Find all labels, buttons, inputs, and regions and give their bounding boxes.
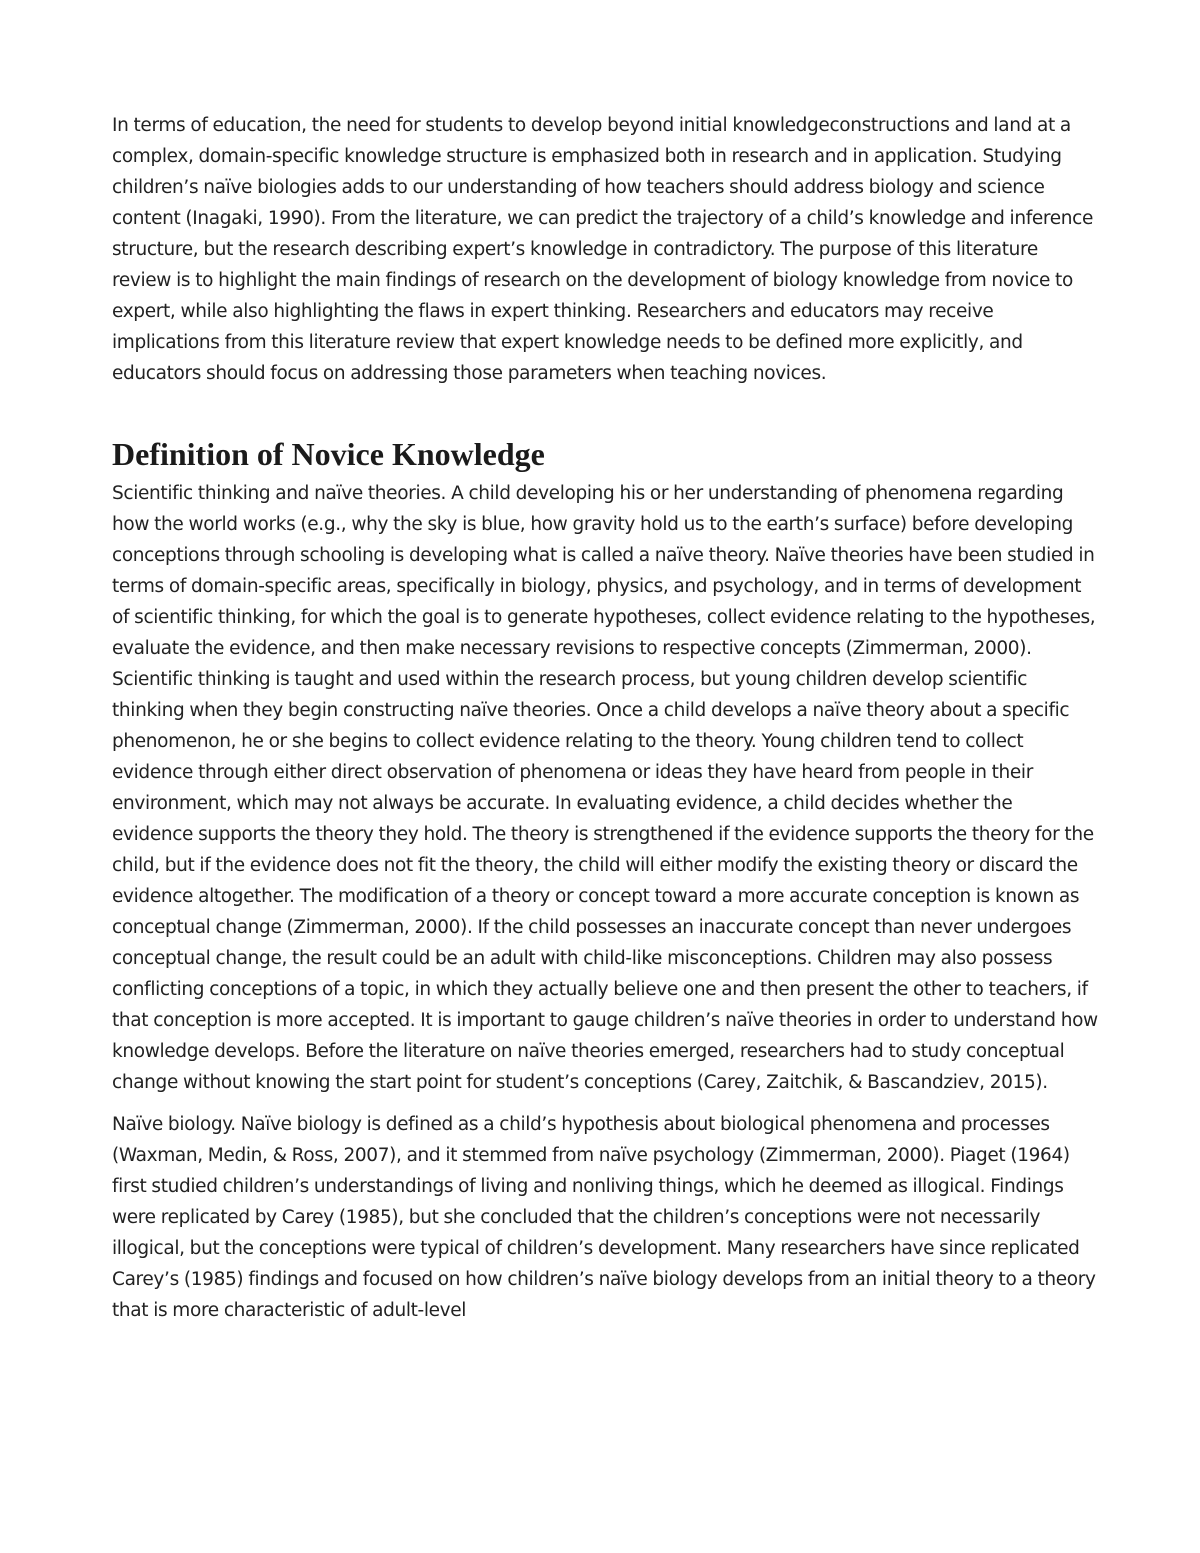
document-page bbox=[112, 110, 1098, 1326]
naive-theories-paragraph: Scientific thinking and naïve theories. A child developing his or her understanding of phenomena regarding how the world works (e.g., why the sky is blue, how gravity hold us to the earth’s surface) before developing conceptions through schooling is developing what is called a naïve theory. Naïve theories have been studied in terms of domain-specific areas, specifically in biology, physics, and psychology, and in terms of development of scientific thinking, for which the goal is to generate hypotheses, collect evidence relating to the hypotheses, evaluate the evidence, and then make necessary revisions to respective concepts (Zimmerman, 2000). Scientific thinking is taught and used within the research process, but young children develop scientific thinking when they begin constructing naïve theories. Once a child develops a naïve theory about a specific phenomenon, he or she begins to collect evidence relating to the theory. Young children tend to collect evidence through either direct observation of phenomena or ideas they have heard from people in their environment, which may not always be accurate. In evaluating evidence, a child decides whether the evidence supports the theory they hold. The theory is strengthened if the evidence supports the theory for the child, but if the evidence does not fit the theory, the child will either modify the existing theory or discard the evidence altogether. The modification of a theory or concept toward a more accurate conception is known as conceptual change (Zimmerman, 2000). If the child possesses an inaccurate concept than never undergoes conceptual change, the result could be an adult with child-like misconceptions. Children may also possess conflicting conceptions of a topic, in which they actually believe one and then present the other to teachers, if that conception is more accepted. It is important to gauge children’s naïve theories in order to understand how knowledge develops. Before the literature on naïve theories emerged, researchers had to study conceptual change without knowing the start point for student’s conceptions (Carey, Zaitchik, & Bascandziev, 2015). bbox=[112, 483, 1098, 1093]
intro-paragraph: In terms of education, the need for students to develop beyond initial knowledgeconstructions and land at a complex, domain-specific knowledge structure is emphasized both in research and in application. Studying children’s naïve biologies adds to our understanding of how teachers should address biology and science content (Inagaki, 1990). From the literature, we can predict the trajectory of a child’s knowledge and inference structure, but the research describing expert’s knowledge in contradictory. The purpose of this literature review is to highlight the main findings of research on the development of biology knowledge from novice to expert, while also highlighting the flaws in expert thinking. Researchers and educators may receive implications from this literature review that expert knowledge needs to be defined more explicitly, and educators should focus on addressing those parameters when teaching novices. bbox=[112, 115, 1094, 384]
section-heading: Definition of Novice Knowledge bbox=[112, 436, 545, 472]
naive-biology-paragraph: Naïve biology. Naïve biology is defined as a child’s hypothesis about biological phenomena and processes (Waxman, Medin, & Ross, 2007), and it stemmed from naïve psychology (Zimmerman, 2000). Piaget (1964) first studied children’s understandings of living and nonliving things, which he deemed as illogical. Findings were replicated by Carey (1985), but she concluded that the children’s conceptions were not necessarily illogical, but the conceptions were typical of children’s development. Many researchers have since replicated Carey’s (1985) findings and focused on how children’s naïve biology develops from an initial theory to a theory that is more characteristic of adult-level bbox=[112, 1114, 1096, 1321]
